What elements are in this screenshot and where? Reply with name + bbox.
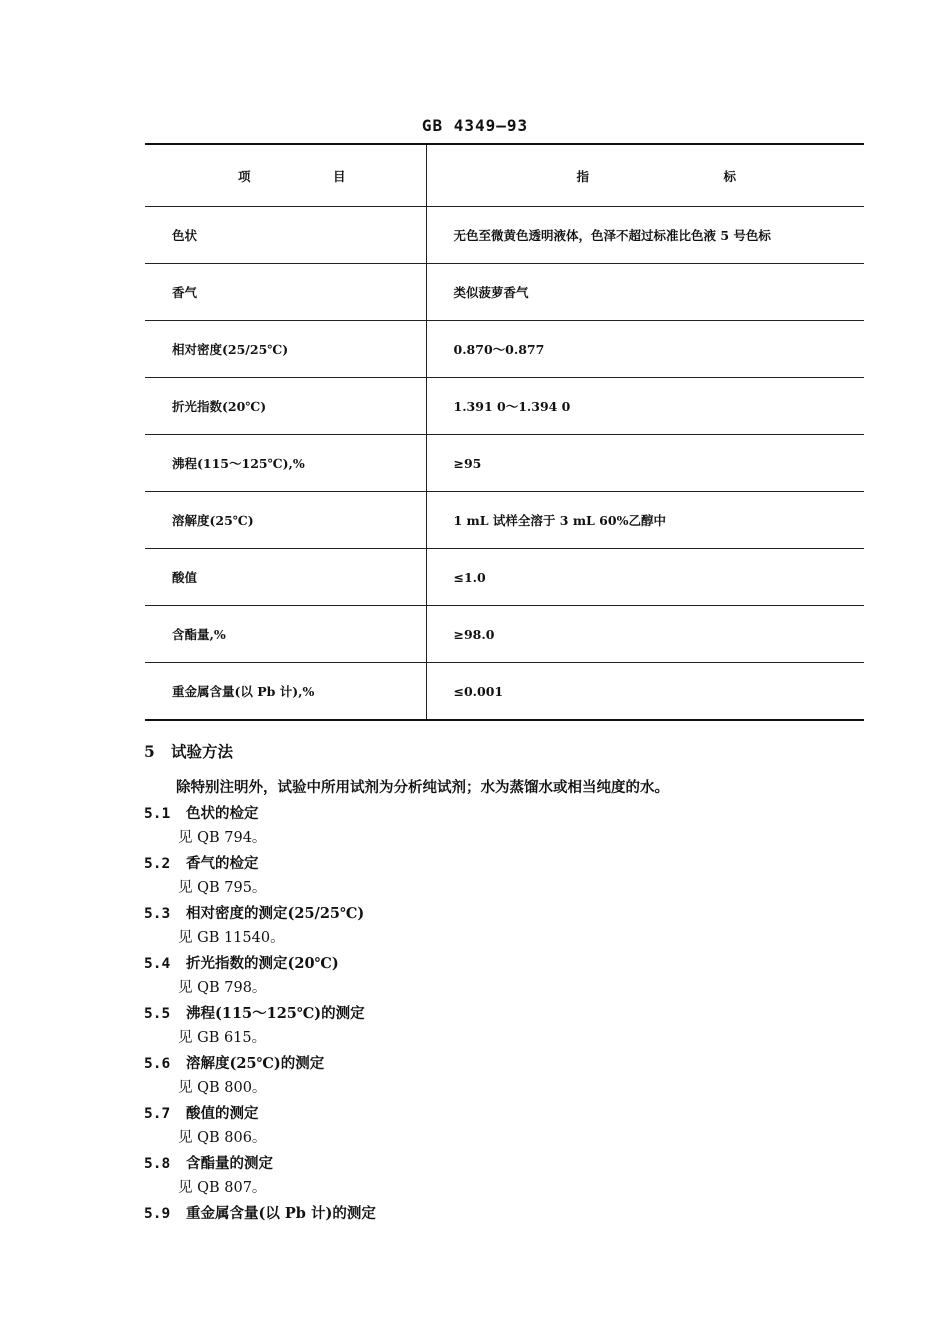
- list-item-title: [144, 851, 844, 876]
- row-spec: ≤1.0: [426, 549, 864, 606]
- item-title: 酸值的测定: [186, 1105, 259, 1122]
- row-spec: ≤0.001: [426, 663, 864, 721]
- list-item-title: [144, 951, 844, 976]
- row-spec: 类似菠萝香气: [426, 264, 864, 321]
- item-number: 5.4: [144, 956, 171, 972]
- header-spec-char-2: 标: [723, 168, 736, 184]
- item-title: 重金属含量(以 Pb 计)的测定: [186, 1205, 376, 1222]
- table-row: [145, 663, 864, 721]
- item-number: 5.8: [144, 1156, 171, 1172]
- list-item-title: [144, 1001, 844, 1026]
- item-number: 5.5: [144, 1006, 171, 1022]
- table-header-row: [145, 144, 864, 207]
- item-number: 5.3: [144, 906, 171, 922]
- table-row: [145, 378, 864, 435]
- list-item-title: [144, 801, 844, 826]
- row-spec: 1.391 0～1.394 0: [426, 378, 864, 435]
- header-item-char-1: 项: [238, 168, 251, 184]
- item-title: 折光指数的测定(20℃): [186, 955, 339, 972]
- row-spec: 无色至微黄色透明液体，色泽不超过标准比色液 5 号色标: [426, 207, 864, 264]
- header-item: [145, 144, 426, 207]
- table-row: [145, 435, 864, 492]
- item-title: 含酯量的测定: [186, 1155, 273, 1172]
- table-row: [145, 606, 864, 663]
- item-number: 5.1: [144, 806, 171, 822]
- section-title: 试验方法: [171, 742, 234, 761]
- row-item: 沸程(115～125℃),%: [145, 435, 426, 492]
- list-item-title: [144, 1151, 844, 1176]
- row-spec: ≥95: [426, 435, 864, 492]
- row-item: 重金属含量(以 Pb 计),%: [145, 663, 426, 721]
- table-row: [145, 549, 864, 606]
- row-spec: 0.870～0.877: [426, 321, 864, 378]
- header-spec-char-1: 指: [576, 168, 590, 184]
- item-reference: 见 QB 800。: [178, 1080, 267, 1096]
- item-reference: 见 QB 798。: [178, 980, 267, 996]
- section-intro: 除特别注明外，试验中所用试剂为分析纯试剂；水为蒸馏水或相当纯度的水。: [176, 779, 669, 796]
- row-item: 香气: [145, 264, 426, 321]
- section-heading: [144, 740, 233, 762]
- row-item: 色状: [145, 207, 426, 264]
- item-title: 相对密度的测定(25/25℃): [186, 905, 365, 922]
- section-number: 5: [144, 742, 155, 761]
- list-item-title: [144, 1201, 844, 1226]
- item-title: 色状的检定: [186, 805, 259, 822]
- row-spec: 1 mL 试样全溶于 3 mL 60%乙醇中: [426, 492, 864, 549]
- item-reference: 见 QB 807。: [178, 1180, 267, 1196]
- test-method-list: [144, 801, 844, 1226]
- item-number: 5.6: [144, 1056, 171, 1072]
- row-item: 溶解度(25℃): [145, 492, 426, 549]
- row-spec: ≥98.0: [426, 606, 864, 663]
- table-row: [145, 492, 864, 549]
- table-row: [145, 321, 864, 378]
- item-reference: 见 QB 795。: [178, 880, 267, 896]
- item-reference: 见 GB 11540。: [178, 930, 285, 946]
- item-reference: 见 QB 806。: [178, 1130, 267, 1146]
- specification-table: [145, 143, 864, 721]
- table-row: [145, 207, 864, 264]
- item-title: 沸程(115～125℃)的测定: [186, 1005, 365, 1022]
- row-item: 相对密度(25/25℃): [145, 321, 426, 378]
- item-reference: 见 QB 794。: [178, 830, 267, 846]
- document-header: GB 4349—93: [421, 116, 529, 135]
- item-number: 5.9: [144, 1206, 171, 1222]
- item-title: 溶解度(25℃)的测定: [186, 1055, 325, 1072]
- row-item: 酸值: [145, 549, 426, 606]
- header-spec: [426, 144, 864, 207]
- row-item: 含酯量,%: [145, 606, 426, 663]
- list-item-title: [144, 901, 844, 926]
- table-row: [145, 264, 864, 321]
- list-item-title: [144, 1101, 844, 1126]
- row-item: 折光指数(20℃): [145, 378, 426, 435]
- header-item-char-2: 目: [332, 168, 346, 184]
- item-title: 香气的检定: [186, 855, 259, 872]
- list-item-title: [144, 1051, 844, 1076]
- item-reference: 见 GB 615。: [178, 1030, 267, 1046]
- item-number: 5.2: [144, 856, 171, 872]
- item-number: 5.7: [144, 1106, 171, 1122]
